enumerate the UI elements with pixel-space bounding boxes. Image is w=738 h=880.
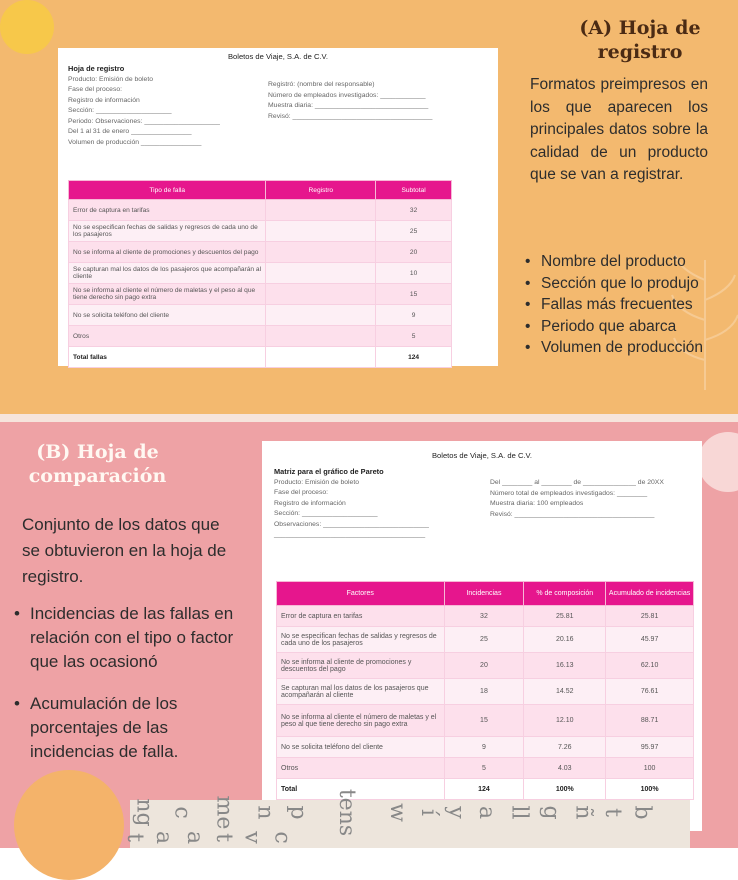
table-cell: Se capturan mal los datos de los pasajeros que acompañarán al cliente <box>69 263 266 284</box>
table-cell: Total fallas <box>69 347 266 368</box>
table-total-row <box>69 347 452 368</box>
table-cell: No se informa al cliente el número de maletas y el peso al que tiene derecho sin pago extra <box>277 705 445 737</box>
section-a-bullets <box>525 251 730 359</box>
pareto-matrix-document <box>262 441 702 831</box>
decor-letter: a <box>150 830 176 845</box>
table-cell <box>266 305 376 326</box>
decor-letter: tens <box>333 788 359 837</box>
registro-table <box>68 180 452 368</box>
decor-letter: ñ <box>570 805 596 820</box>
pareto-table <box>276 581 694 800</box>
table-cell: Otros <box>69 326 266 347</box>
column-header: Subtotal <box>376 181 452 200</box>
field-label: Número de empleados investigados: ____________ <box>268 91 426 99</box>
table-row <box>69 305 452 326</box>
decor-letter: g <box>538 805 564 820</box>
decor-circle <box>14 770 124 880</box>
table-row <box>277 737 694 758</box>
table-cell: 5 <box>444 758 524 779</box>
table-row <box>69 221 452 242</box>
field-label: Volumen de producción ________________ <box>68 138 202 146</box>
decor-letter: ng <box>131 798 157 827</box>
section-a-description: Formatos preimpresos en los que aparecen los principales datos sobre la calidad de un producto que se van a registrar. <box>530 76 708 183</box>
decor-letter: p <box>285 805 311 820</box>
table-cell: 12.10 <box>524 705 606 737</box>
table-row <box>277 679 694 705</box>
table-cell: 16.13 <box>524 653 606 679</box>
table-row <box>277 758 694 779</box>
decor-letter: a <box>182 830 208 845</box>
table-cell: 5 <box>376 326 452 347</box>
decor-letter: w <box>385 803 410 822</box>
table-cell: 20 <box>376 242 452 263</box>
decor-letter: t <box>121 833 147 842</box>
table-cell: 9 <box>444 737 524 758</box>
decor-letter: a <box>474 805 500 820</box>
field-label: Periodo: Observaciones: ____________________ <box>68 117 220 125</box>
table-cell: No se especifican fechas de salidas y regresos de cada uno de los pasajeros <box>69 221 266 242</box>
table-cell: 7.26 <box>524 737 606 758</box>
table-cell: 25 <box>376 221 452 242</box>
table-cell <box>266 242 376 263</box>
column-header: Incidencias <box>444 582 524 606</box>
field-label: Producto: Emisión de boleto <box>68 75 154 83</box>
decor-letter: v <box>239 831 265 844</box>
table-cell: No se solicita teléfono del cliente <box>69 305 266 326</box>
section-b-bullets <box>14 602 254 782</box>
field-label: Número total de empleados investigados: ________ <box>490 489 648 497</box>
table-cell: Otros <box>277 758 445 779</box>
list-item: • Acumulación de los porcentajes de las incidencias de falla. <box>14 692 254 764</box>
field-label: Muestra diaria: 100 empleados <box>490 500 584 507</box>
table-cell: 20.16 <box>524 627 606 653</box>
section-b-title: (B) Hoja de comparación <box>28 441 167 487</box>
list-item: • Periodo que abarca <box>525 316 730 338</box>
table-row <box>277 653 694 679</box>
decor-letter: n <box>253 805 279 820</box>
field-label: Fase del proceso: <box>68 86 123 93</box>
table-cell: 25 <box>444 627 524 653</box>
table-cell: Error de captura en tarifas <box>277 606 445 627</box>
decor-letter: y <box>443 806 469 819</box>
table-cell: 14.52 <box>524 679 606 705</box>
panel-hoja-registro <box>0 0 738 418</box>
table-cell: 18 <box>444 679 524 705</box>
table-cell: 100 <box>606 758 694 779</box>
table-cell <box>266 326 376 347</box>
list-item: • Fallas más frecuentes <box>525 294 730 316</box>
table-cell: 76.61 <box>606 679 694 705</box>
list-item: • Incidencias de las fallas en relación con el tipo o factor que las ocasionó <box>14 602 254 674</box>
table-cell <box>266 284 376 305</box>
table-cell: 25.81 <box>606 606 694 627</box>
company-name: Boletos de Viaje, S.A. de C.V. <box>227 52 329 61</box>
list-item: • Sección que lo produjo <box>525 273 730 295</box>
table-cell: No se informa al cliente el número de maletas y el peso al que tiene derecho sin pago extra <box>69 284 266 305</box>
column-header: Acumulado de incidencias <box>606 582 694 606</box>
table-cell: Total <box>277 779 445 800</box>
field-label: ________________________________________ <box>274 531 426 538</box>
field-label: Del 1 al 31 de enero ________________ <box>68 128 192 135</box>
table-cell: 10 <box>376 263 452 284</box>
field-label: Registro de información <box>274 499 346 507</box>
table-row <box>69 242 452 263</box>
field-label: Revisó: _____________________________________ <box>490 510 655 518</box>
decor-letter: c <box>270 831 296 844</box>
table-cell: 25.81 <box>524 606 606 627</box>
table-cell: 32 <box>444 606 524 627</box>
decor-letter: ll <box>506 805 532 820</box>
decor-letter: í <box>415 808 441 817</box>
doc-subtitle: Matriz para el gráfico de Pareto <box>274 467 384 476</box>
table-cell: No se informa al cliente de promociones y descuentos del pago <box>277 653 445 679</box>
table-cell: 4.03 <box>524 758 606 779</box>
column-header: Registro <box>266 181 376 200</box>
table-cell: 20 <box>444 653 524 679</box>
table-cell: 100% <box>524 779 606 800</box>
table-cell <box>266 200 376 221</box>
table-cell: 100% <box>606 779 694 800</box>
table-row <box>277 627 694 653</box>
field-label: Observaciones: ____________________________ <box>274 520 429 528</box>
table-cell: 9 <box>376 305 452 326</box>
table-cell: 124 <box>444 779 524 800</box>
decor-letter: t <box>599 808 625 817</box>
company-name: Boletos de Viaje, S.A. de C.V. <box>431 451 533 460</box>
decor-letter: b <box>629 805 655 820</box>
decor-letter: c <box>169 806 195 819</box>
table-cell: No se especifican fechas de salidas y regresos de cada uno de los pasajeros <box>277 627 445 653</box>
column-header: Tipo de falla <box>69 181 266 200</box>
field-label: Del ________ al ________ de ______________ de 20XX <box>490 479 664 486</box>
field-label: Fase del proceso: <box>274 489 329 496</box>
table-cell <box>266 263 376 284</box>
table-cell <box>266 347 376 368</box>
field-label: Sección: ____________________ <box>274 510 378 517</box>
hoja-registro-document <box>58 48 498 366</box>
table-cell: 62.10 <box>606 653 694 679</box>
decor-letter: me <box>211 795 237 830</box>
column-header: Factores <box>277 582 445 606</box>
table-row <box>69 200 452 221</box>
table-cell: No se solicita teléfono del cliente <box>277 737 445 758</box>
list-item: • Volumen de producción <box>525 337 730 359</box>
section-b-description: Conjunto de los datos que se obtuvieron en la hoja de registro. <box>22 515 227 586</box>
table-cell: Error de captura en tarifas <box>69 200 266 221</box>
field-label: Revisó: _____________________________________ <box>268 112 433 120</box>
table-row <box>277 705 694 737</box>
table-cell: 95.97 <box>606 737 694 758</box>
field-label: Sección: ____________________ <box>68 107 172 114</box>
field-label: Registró: (nombre del responsable) <box>268 81 375 88</box>
section-a-title: (A) Hoja de registro <box>579 17 701 63</box>
table-cell: 88.71 <box>606 705 694 737</box>
table-cell: 124 <box>376 347 452 368</box>
field-label: Muestra diaria: ______________________________ <box>268 102 429 109</box>
decor-circle <box>0 0 54 54</box>
field-label: Producto: Emisión de boleto <box>274 478 360 486</box>
table-cell: 45.97 <box>606 627 694 653</box>
table-row <box>69 326 452 347</box>
list-item: • Nombre del producto <box>525 251 730 273</box>
table-cell: 15 <box>376 284 452 305</box>
field-label: Registro de información <box>68 96 140 104</box>
table-cell: 32 <box>376 200 452 221</box>
table-row <box>277 606 694 627</box>
decor-letter: t <box>211 833 237 842</box>
table-row <box>69 263 452 284</box>
column-header: % de composición <box>524 582 606 606</box>
table-cell: 15 <box>444 705 524 737</box>
table-cell <box>266 221 376 242</box>
table-cell: Se capturan mal los datos de los pasajeros que acompañarán al cliente <box>277 679 445 705</box>
table-row <box>69 284 452 305</box>
table-cell: No se informa al cliente de promociones y descuentos del pago <box>69 242 266 263</box>
doc-subtitle: Hoja de registro <box>68 64 125 73</box>
